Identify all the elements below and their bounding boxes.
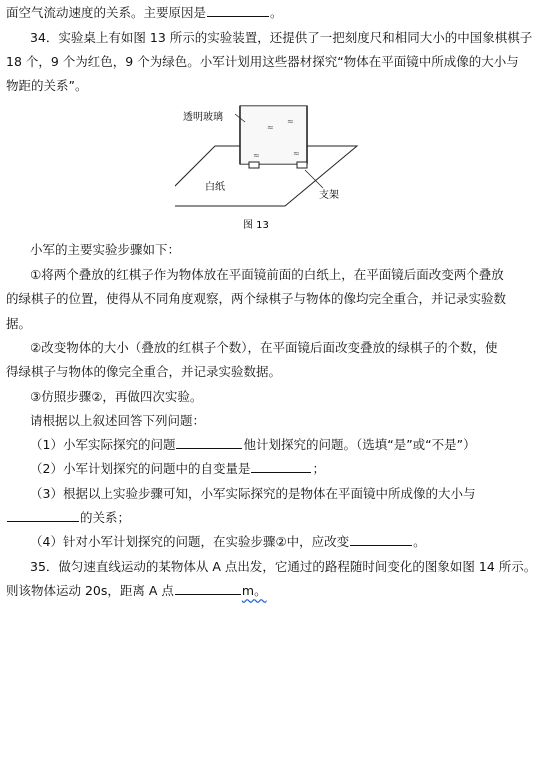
- stand-left: [249, 162, 259, 168]
- glass-reflection-mark: ≈: [267, 123, 274, 132]
- q34-line-1: 34．实验桌上有如图 13 所示的实验装置，还提供了一把刻度尺和相同大小的中国象棋棋子: [30, 30, 533, 45]
- step2-line-2: 得绿棋子与物体的像完全重合，并记录实验数据。: [6, 364, 282, 379]
- question-2: （2）小军计划探究的问题中的自变量是 ；: [30, 461, 325, 476]
- question-1: （1）小军实际探究的问题 他计划探究的问题。（选填“是”或“不是”）: [30, 437, 476, 452]
- q34-line-2: 18 个，9 个为红色，9 个为绿色。小军计划用这些器材探究“物体在平面镜中所成像的大小与: [6, 54, 519, 69]
- answer-blank[interactable]: [207, 4, 269, 17]
- question-3-line-1: （3）根据以上实验步骤可知，小军实际探究的是物体在平面镜中所成像的大小与: [30, 486, 476, 501]
- question-3-line-2: 的关系；: [6, 509, 130, 527]
- stand-right: [297, 162, 307, 168]
- label-glass: 透明玻璃: [183, 112, 223, 123]
- answer-blank-q3[interactable]: [7, 509, 79, 522]
- q35-line-2: 则该物体运动 20s，距离 A 点 m。: [6, 583, 267, 598]
- step1-line-3: 据。: [6, 316, 32, 331]
- q34-line-3: 物距的关系”。: [6, 78, 88, 93]
- q33-tail-text: 面空气流动速度的关系。主要原因是: [6, 5, 207, 20]
- ask-line: 请根据以上叙述回答下列问题：: [30, 413, 206, 428]
- svg-text:≈: ≈: [293, 149, 300, 158]
- label-paper: 白纸: [205, 182, 225, 193]
- question-4: （4）针对小军计划探究的问题，在实验步骤②中，应改变 。: [30, 534, 426, 549]
- step1-line-2: 的绿棋子的位置，使得从不同角度观察，两个绿棋子与物体的像均完全重合，并记录实验数: [6, 291, 507, 306]
- svg-text:≈: ≈: [287, 117, 294, 126]
- answer-blank-q35[interactable]: [175, 582, 241, 595]
- svg-text:≈: ≈: [253, 151, 260, 160]
- q35-line-1: 35．做匀速直线运动的某物体从 A 点出发，它通过的路程随时间变化的图象如图 14 所示。: [30, 559, 537, 574]
- q33-tail-line: 面空气流动速度的关系。主要原因是 。: [6, 5, 283, 20]
- steps-title: 小军的主要实验步骤如下：: [30, 242, 181, 257]
- answer-blank-q2[interactable]: [251, 460, 311, 473]
- figure-caption: 图 13: [243, 220, 269, 231]
- label-stand: 支架: [319, 190, 339, 201]
- step3-line: ③仿照步骤②，再做四次实验。: [30, 389, 203, 404]
- answer-blank-q1[interactable]: [176, 436, 242, 449]
- answer-blank-q4[interactable]: [350, 533, 412, 546]
- step1-line-1: ①将两个叠放的红棋子作为物体放在平面镜前面的白纸上，在平面镜后面改变两个叠放: [30, 267, 504, 282]
- step2-line-1: ②改变物体的大小（叠放的红棋子个数），在平面镜后面改变叠放的绿棋子的个数，使: [30, 340, 498, 355]
- figure-13-mirror-setup: [175, 100, 385, 235]
